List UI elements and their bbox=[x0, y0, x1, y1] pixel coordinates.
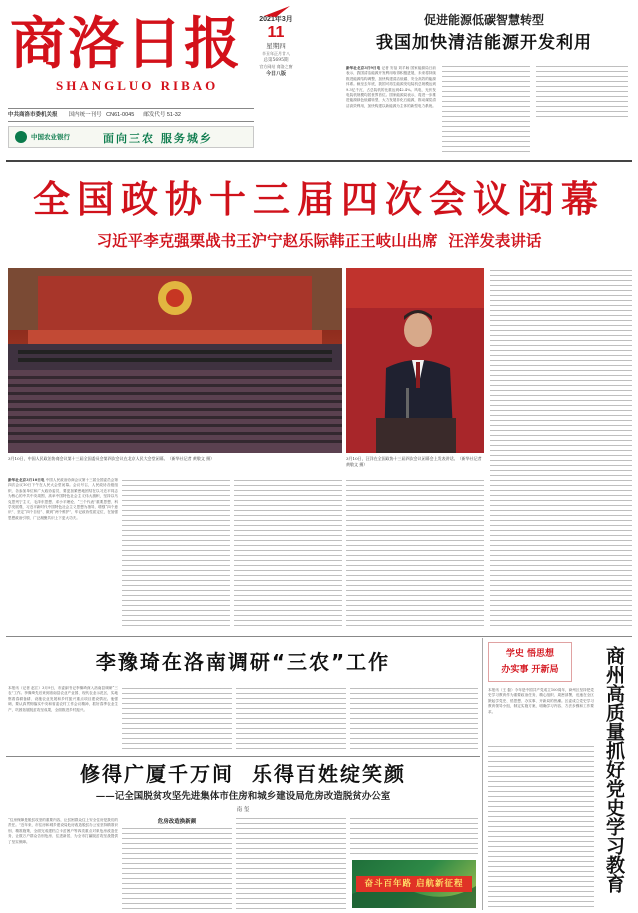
photo-plenary-hall bbox=[8, 268, 342, 453]
photo-speaker bbox=[346, 268, 484, 453]
main-story-col-4 bbox=[346, 480, 484, 630]
sidebar-body: 本报讯（王 磊）今年是中国共产党成立100周年，商州区坚持把党史学习教育作为重要政治任务，精心组织、周密部署，迅速在全区掀起学党史、悟思想、办实事、开新局的热潮。区委成立党史学习教育领导小组，制定实施方案，明确学习内容、方法步骤和工作要求。 bbox=[488, 688, 594, 714]
story3-headline: 修得广厦千万间 乐得百姓绽笑颜 bbox=[80, 762, 406, 786]
bank-name: 中国农业银行 bbox=[31, 133, 70, 141]
main-story-col-1 bbox=[8, 478, 118, 632]
newspaper-emblem-icon bbox=[262, 4, 292, 18]
date-day: 11 bbox=[267, 24, 285, 41]
story3-body: “住房保障是脱贫攻坚的重要内容，让贫困群众住上安全住房是我们的责任。”近年来，市住房和城乡建设局危房改造脱贫办公室坚持精准识别、精准施策，全面完成建档立卡贫困户等四类重点对象危房改造任务，让数万户群众告别危房、住进新居，为全市打赢脱贫攻坚战提供了坚实保障。 bbox=[8, 818, 118, 844]
today-pages: 今日八版 bbox=[265, 71, 286, 77]
story3-author: 南 玺 bbox=[236, 807, 250, 813]
top-story-headline: 我国加快清洁能源开发利用 bbox=[376, 33, 592, 53]
photo-speaker-caption: 3月10日，汪洋在全国政协十三届四次会议闭幕会上发表讲话。（新华社记者 黄敬文 摄） bbox=[346, 456, 482, 467]
sidebar-col-2 bbox=[488, 746, 594, 908]
column-divider-right bbox=[482, 638, 483, 910]
date-lunar: 辛丑年正月廿八 bbox=[262, 51, 290, 56]
story2-col-1 bbox=[8, 686, 118, 752]
top-story bbox=[306, 10, 632, 156]
story2-col-2 bbox=[122, 688, 232, 750]
sidebar-headline: 商州高质量抓好党史学习教育 bbox=[603, 646, 625, 893]
story2-col-4 bbox=[350, 688, 478, 750]
story3-section-label: 危房改造换新颜 bbox=[157, 819, 197, 825]
story2-body: 本报讯（记者 赵江）3月9日，市委副书记李豫琦深入洛南县调研“三农”工作。李豫琦先后来到洛南县农业产业园、现代农业示范区，实地察看春耕备耕、设施农业发展和乡村振兴重点项目建设情况。他强调，要认真贯彻落实中央和省委农村工作会议精神，抓好春季农业生产，巩固拓展脱贫攻坚成果，全面推进乡村振兴。 bbox=[8, 686, 118, 712]
sidebar-banner bbox=[488, 642, 572, 682]
masthead-divider bbox=[6, 160, 632, 162]
publisher-name: 中共商洛市委机关报 bbox=[8, 112, 58, 118]
story3-subhead: ——记全国脱贫攻坚先进集体市住房和城乡建设局危房改造脱贫办公室 bbox=[95, 791, 391, 802]
top-story-col-3 bbox=[536, 66, 628, 120]
banner-line-1: 学史 悟思想 bbox=[505, 649, 555, 659]
section-divider-2 bbox=[6, 756, 480, 757]
top-story-col-2 bbox=[442, 66, 530, 154]
main-story-col-3 bbox=[234, 480, 342, 630]
story2-col-3 bbox=[236, 688, 346, 750]
bank-slogan: 面向三农 服务城乡 bbox=[103, 132, 213, 145]
date-weekday: 星期四 bbox=[266, 42, 286, 50]
main-story-body: 中国人民政治协商会议第十三届全国委员会第四次会议10日下午在人民大会堂闭幕。会议号召，人民政协各级组织、各参加单位和广大政协委员，要更加紧密地团结在以习近平同志为核心的中共中央周围，高举中国特色社会主义伟大旗帜，坚持以马克思列宁主义、毛泽东思想、邓小平理论、“三个代表”重要思想、科学发展观、习近平新时代中国特色社会主义思想为指导，增强“四个意识”、坚定“四个自信”、做到“两个维护”，牢记政协性质定位，在加强思想政治引领、广泛凝聚共识上下更大功夫。 bbox=[8, 478, 118, 520]
story2-headline: 李豫琦在洛南调研“三农”工作 bbox=[95, 650, 391, 674]
story3-col-3 bbox=[236, 818, 346, 910]
sidebar-col-1 bbox=[488, 688, 594, 742]
top-story-col-1 bbox=[346, 66, 436, 154]
main-story-col-5 bbox=[490, 270, 632, 630]
photo-plenary-caption: 3月10日，中国人民政治协商会议第十三届全国委员会第四次会议在北京人民大会堂闭幕。（新华社记者 黄敬文 摄） bbox=[8, 456, 215, 461]
date-year-month: 2021年3月 bbox=[259, 16, 293, 23]
date-block bbox=[252, 14, 300, 94]
top-story-kicker: 促进能源低碳智慧转型 bbox=[423, 13, 544, 27]
promo-banner bbox=[352, 860, 476, 908]
postal-code: 邮发代号 51-32 bbox=[143, 112, 181, 118]
cn-number: CN61-0045 bbox=[106, 112, 135, 118]
story3-col-2 bbox=[122, 818, 232, 910]
bank-ad bbox=[8, 126, 254, 148]
story3-col-2-text bbox=[122, 828, 232, 910]
promo-text: 奋斗百年路 启航新征程 bbox=[356, 876, 472, 892]
story3-col-1 bbox=[8, 818, 118, 910]
story3-col-4 bbox=[350, 818, 478, 856]
issue-number: 总第5695期 bbox=[263, 58, 289, 63]
top-story-body: 记者 安蓓 刘羊旸 国家能源局日前表示，我国清洁能源开发利用取得积极进展，未来将持续推进能源结构调整，加快构建清洁低碳、安全高效的能源体系。截至去年底，我国可再生能源发电装机总规模达到9.3亿千瓦，占总装机的比重达到42.4%。风电、光伏发电装机规模均居世界首位。国家能源局表示，将进一步推进能源绿色低碳转型，大力发展非化石能源，推动煤炭清洁高效利用，加快构建以新能源为主体的新型电力系统。 bbox=[346, 66, 436, 108]
website: 官方网站 商洛之窗 bbox=[259, 64, 293, 69]
cn-label: 国内统一刊号 bbox=[68, 112, 102, 118]
newspaper-logo: 商洛日报 bbox=[10, 11, 242, 77]
section-divider-1 bbox=[6, 636, 632, 637]
main-story-col-2 bbox=[122, 480, 230, 630]
main-headline: 全国政协十三届四次会议闭幕 bbox=[33, 178, 605, 221]
top-story-dateline: 新华社北京3月9日电 bbox=[346, 66, 381, 70]
publisher-bar bbox=[8, 108, 254, 122]
banner-line-2: 办实事 开新局 bbox=[501, 665, 559, 675]
bank-logo-icon bbox=[15, 131, 27, 143]
main-subhead: 习近平李克强栗战书王沪宁赵乐际韩正王岐山出席 汪洋发表讲话 bbox=[96, 232, 542, 250]
main-story-dateline: 新华社北京3月10日电 bbox=[8, 478, 45, 482]
newspaper-pinyin: SHANGLUO RIBAO bbox=[56, 78, 219, 93]
